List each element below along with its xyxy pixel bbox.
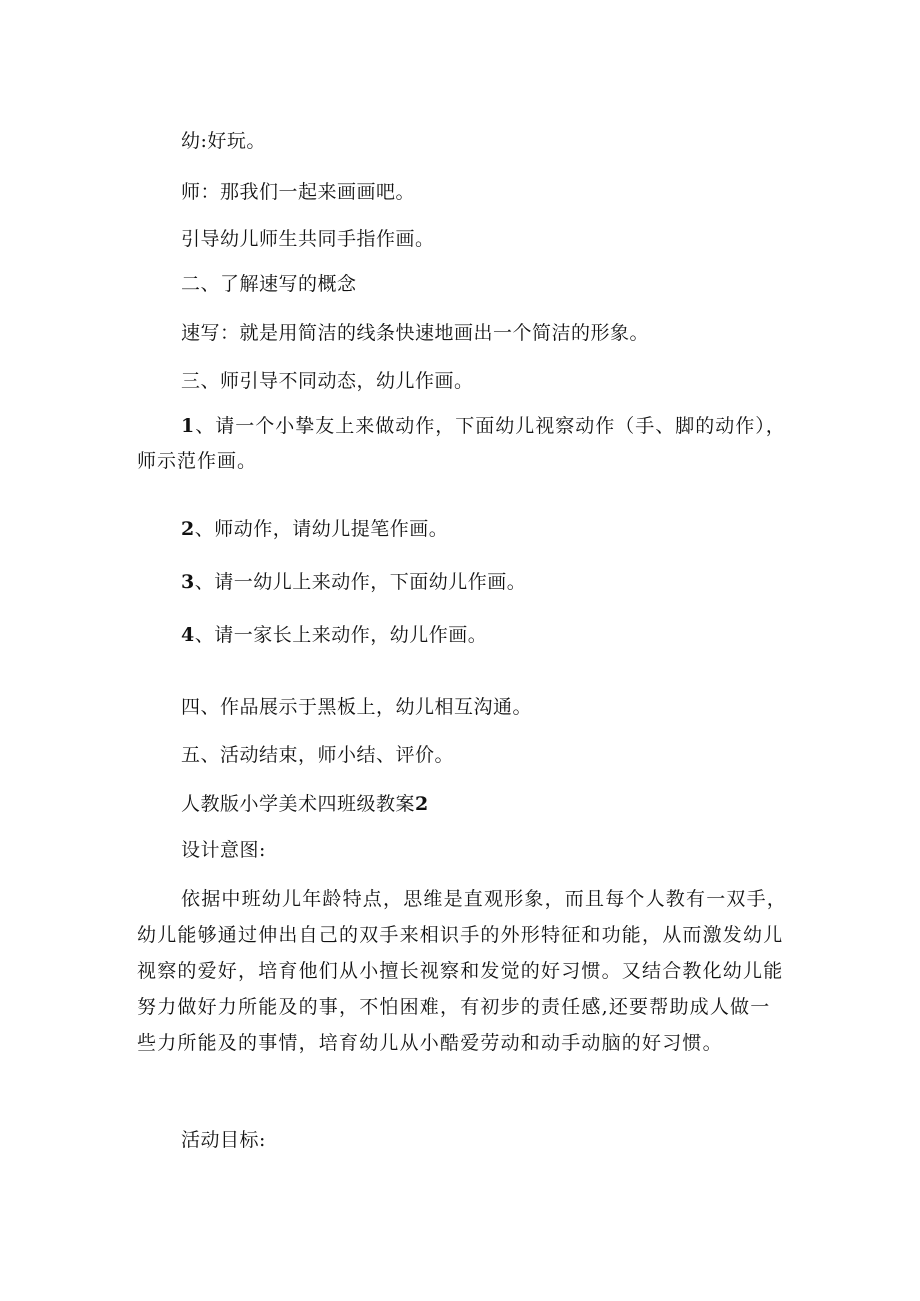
step-4-text: 、请一家长上来动作，幼儿作画。: [194, 624, 488, 646]
step-1-text: 、请一个小挚友上来做动作，下面幼儿视察动作（手、脚的动作），师示范作画。: [137, 415, 786, 472]
definition-line: 速写：就是用简洁的线条快速地画出一个简洁的形象。: [181, 322, 650, 344]
step-3-text: 、请一幼儿上来动作，下面幼儿作画。: [194, 571, 527, 593]
design-intent-heading: 设计意图:: [181, 839, 266, 861]
step-2-line: [181, 516, 448, 542]
lesson-plan-title-number: 2: [415, 793, 429, 815]
step-2-number: 2: [181, 518, 195, 540]
step-4-number: 4: [181, 624, 195, 646]
dialog-line-teacher: 师：那我们一起来画画吧。: [181, 181, 416, 203]
step-1-number: 1: [181, 415, 196, 437]
lesson-plan-title-text: 人教版小学美术四班级教案: [181, 793, 416, 815]
section-heading-3: 三、师引导不同动态，幼儿作画。: [181, 370, 474, 392]
dialog-line-child: 幼:好玩。: [181, 130, 266, 152]
step-3-number: 3: [181, 571, 195, 593]
lesson-plan-title: [181, 791, 429, 817]
design-intent-paragraph: 依据中班幼儿年龄特点，思维是直观形象，而且每个人教有一双手，幼儿能够通过伸出自己的双手来相识手的外形特征和功能，从而激发幼儿视察的爱好，培育他们从小擅长视察和发觉的好习惯。又结合教化幼儿能努力做好力所能及的事，不怕困难，有初步的责任感,还要帮助成人做一些力所能及的事情，培育幼儿从小酷爱劳动和动手动脑的好习惯。: [137, 888, 788, 1054]
section-heading-5: 五、活动结束，师小结、评价。: [181, 744, 455, 766]
section-heading-4: 四、作品展示于黑板上，幼儿相互沟通。: [181, 696, 533, 718]
step-4-line: [181, 622, 487, 648]
section-heading-2: 二、了解速写的概念: [181, 273, 357, 295]
activity-goals-heading: 活动目标:: [181, 1129, 266, 1151]
step-1-paragraph: [137, 409, 787, 479]
step-3-line: [181, 569, 526, 595]
step-2-text: 、师动作，请幼儿提笔作画。: [194, 518, 449, 540]
guide-line: 引导幼儿师生共同手指作画。: [181, 228, 435, 250]
